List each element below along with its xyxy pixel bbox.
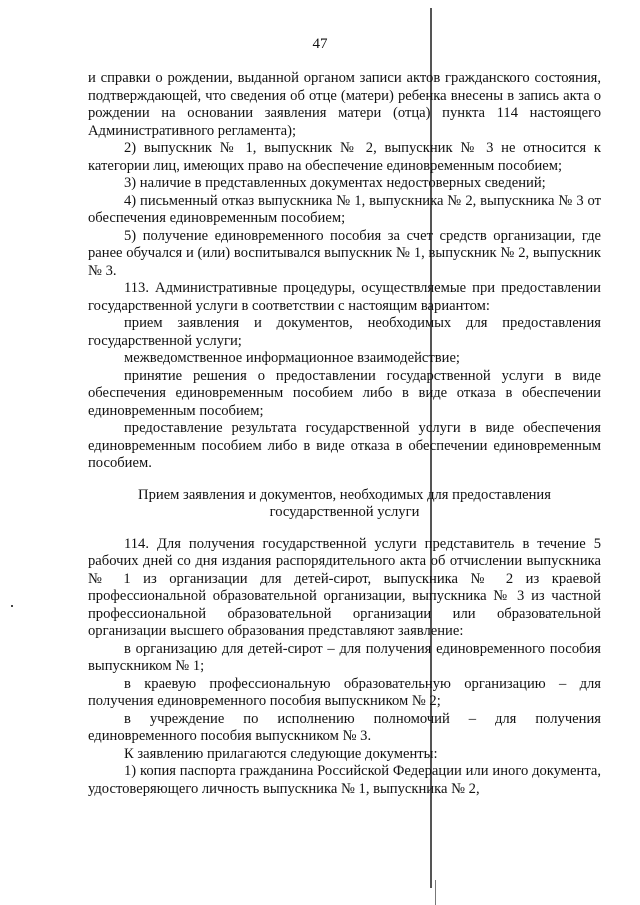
paragraph: прием заявления и документов, необходимых для предоставления государственной услуги;: [88, 315, 601, 349]
paragraph: в учреждение по исполнению полномочий – для получения единовременного пособия выпускником № 3.: [88, 710, 601, 744]
scan-fold-line-lower: [435, 880, 436, 905]
paragraph: 1) копия паспорта гражданина Российской Федерации или иного документа, удостоверяющего личность выпускника № 1, выпускника № 2,: [88, 763, 601, 797]
page-number: 47: [312, 36, 328, 52]
paragraph: в организацию для детей-сирот – для получения единовременного пособия выпускником № 1;: [88, 640, 601, 674]
scan-speck: [11, 605, 13, 607]
paragraph: принятие решения о предоставлении государственной услуги в виде обеспечения единовременным пособием либо в виде отказа в обеспечении единовременным пособием;: [88, 367, 601, 419]
paragraph: 3) наличие в представленных документах недостоверных сведений;: [124, 175, 546, 191]
paragraph: межведомственное информационное взаимодействие;: [124, 350, 460, 366]
document-body: [88, 70, 601, 798]
paragraph: 2) выпускник № 1, выпускник № 2, выпускник № 3 не относится к категории лиц, имеющих право на обеспечение единовременным пособием;: [88, 140, 601, 174]
paragraph: предоставление результата государственной услуги в виде обеспечения единовременным пособием либо в виде отказа в обеспечении единовременным пособием.: [88, 420, 601, 471]
paragraph: и справки о рождении, выданной органом записи актов гражданского состояния, подтверждающей, что сведения об отце (матери) ребенка внесены в запись акта о рождении на основании заявления матери (отца) пункта 114 настоящего Административного регламента);: [88, 70, 601, 139]
paragraph: 114. Для получения государственной услуги представитель в течение 5 рабочих дней со дня издания распорядительного акта об отчислении выпускника № 1 из организации для детей-сирот, выпускника № 2 из краевой профессиональной образовательной организации, выпускника № 3 из частной профессиональной образовательной организации или образовательной организации высшего образования представляют заявление:: [88, 535, 601, 639]
paragraph: в краевую профессиональную образовательную организацию – для получения единовременного пособия выпускником № 2;: [88, 675, 601, 709]
paragraph: 4) письменный отказ выпускника № 1, выпускника № 2, выпускника № 3 от обеспечения единовременным пособием;: [88, 192, 601, 226]
paragraph: 5) получение единовременного пособия за счет средств организации, где ранее обучался и (или) воспитывался выпускник № 1, выпускник № 2, выпускник № 3.: [88, 227, 601, 279]
paragraph: К заявлению прилагаются следующие документы:: [124, 745, 438, 762]
paragraph: 113. Административные процедуры, осуществляемые при предоставлении государственной услуги в соответствии с настоящим вариантом:: [88, 280, 601, 314]
section-heading: Прием заявления и документов, необходимых для предоставления государственной услуги: [138, 486, 551, 520]
